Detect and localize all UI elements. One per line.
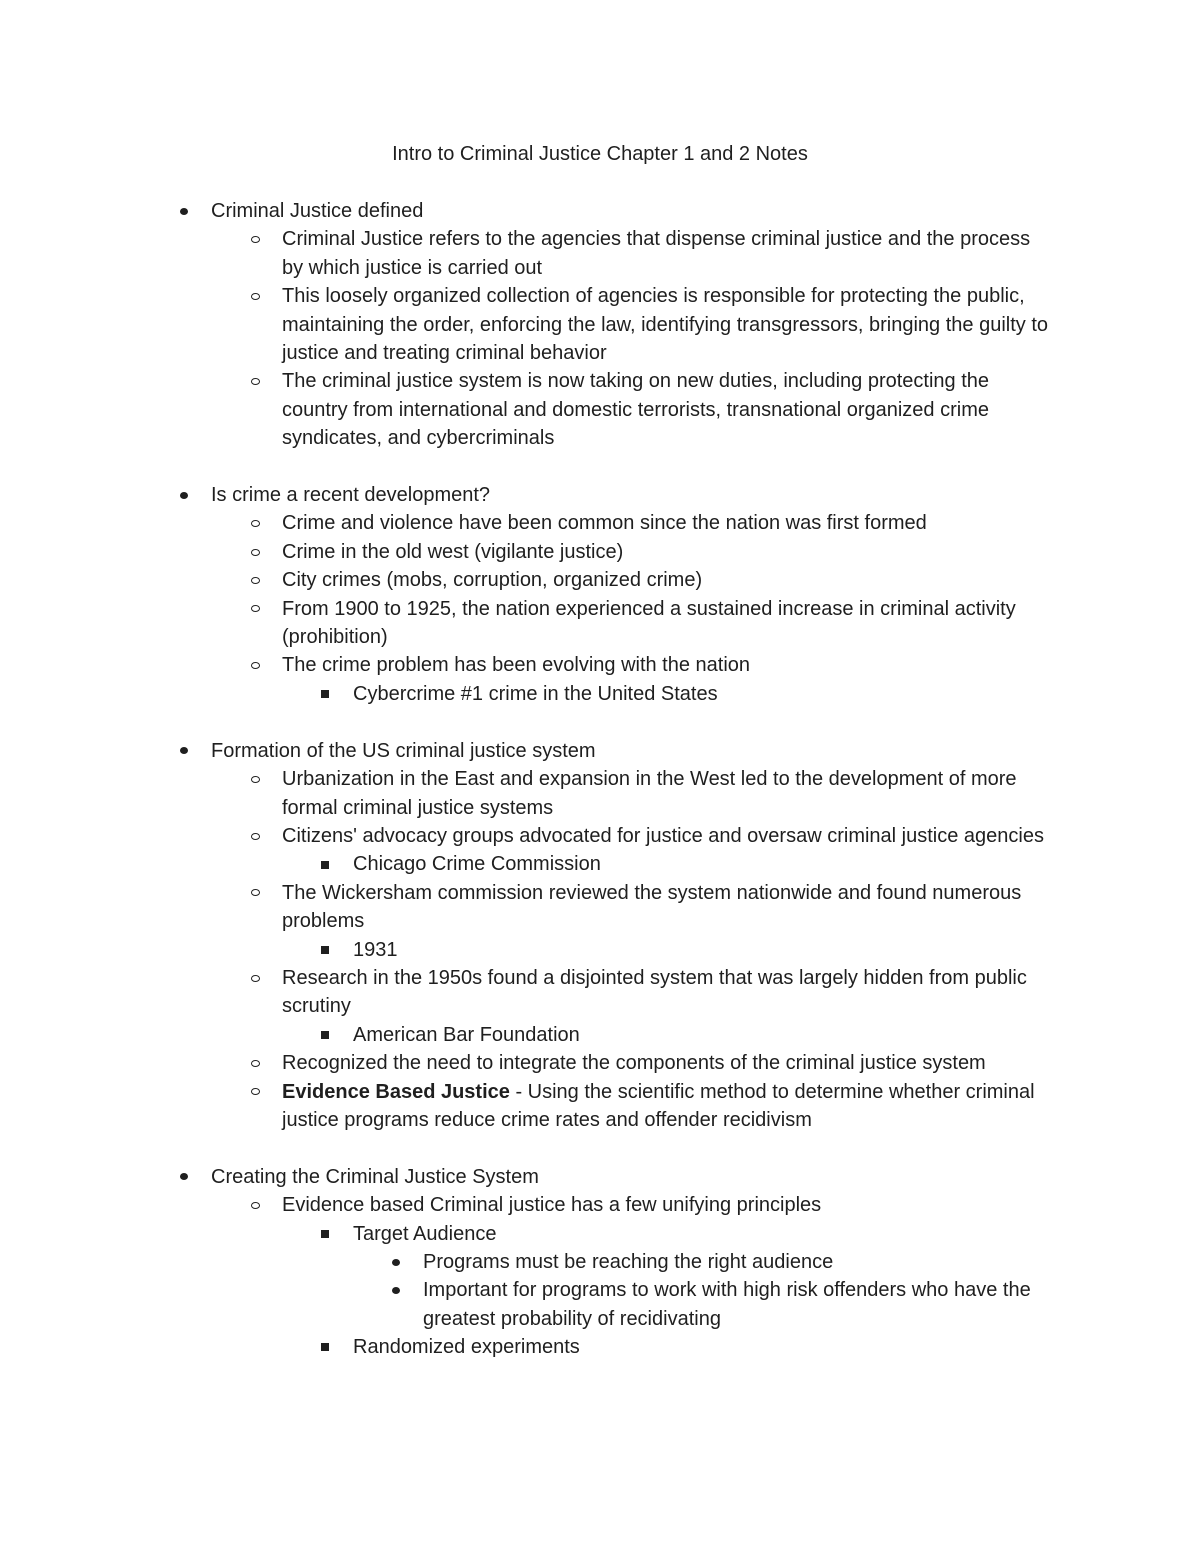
section-heading: Criminal Justice defined: [211, 200, 424, 222]
list-item: [0, 964, 1052, 1021]
list-item: [0, 1333, 1053, 1361]
list-item: [0, 879, 1052, 936]
list-item: [0, 737, 1043, 765]
list-item-text: From 1900 to 1925, the nation experienced a sustained increase in criminal activity (prohibition): [282, 597, 1016, 649]
list-item-text: Research in the 1950s found a disjointed system that was largely hidden from public scrutiny: [282, 966, 1027, 1018]
filled-dot-bullet-icon: [176, 197, 192, 225]
hollow-circle-bullet-icon: [247, 765, 263, 793]
list-item-text: Urbanization in the East and expansion in the West led to the development of more formal criminal justice systems: [282, 768, 1017, 819]
square-bullet-icon: [317, 1021, 333, 1049]
spacer: [0, 453, 1200, 481]
list-item: [0, 1220, 1053, 1248]
hollow-circle-bullet-icon: [247, 651, 263, 679]
list-item: [0, 566, 1052, 594]
spacer: [0, 708, 1200, 736]
hollow-circle-bullet-icon: [247, 566, 263, 594]
filled-dot-bullet-icon: [176, 1163, 192, 1191]
list-item-text: Target Audience: [353, 1222, 497, 1245]
list-item-text: The crime problem has been evolving with the nation: [282, 654, 751, 677]
list-item-text: 1931: [353, 938, 398, 961]
section-heading: Formation of the US criminal justice system: [211, 739, 596, 762]
hollow-circle-bullet-icon: [247, 879, 263, 907]
hollow-circle-bullet-icon: [247, 282, 263, 310]
list-item-text: Programs must be reaching the right audience: [423, 1250, 834, 1273]
list-item: [0, 1248, 1053, 1276]
list-item: [0, 367, 1052, 452]
list-item-text: Recognized the need to integrate the components of the criminal justice system: [282, 1052, 986, 1075]
filled-dot-bullet-icon: [176, 481, 192, 509]
section-heading: Is crime a recent development?: [211, 484, 491, 507]
list-item: [0, 1021, 1053, 1049]
list-item: [0, 651, 1052, 679]
list-item-text: Crime and violence have been common since the nation was first formed: [282, 512, 927, 535]
spacer: [0, 1134, 1200, 1162]
hollow-circle-bullet-icon: [247, 822, 263, 850]
list-item: [0, 822, 1052, 850]
list-item: [0, 538, 1052, 566]
list-item: [0, 850, 1053, 878]
document-title: Intro to Criminal Justice Chapter 1 and 2 Notes: [392, 143, 808, 165]
list-item-text: The Wickersham commission reviewed the system nationwide and found numerous problems: [282, 881, 1022, 933]
list-item: [0, 1049, 1052, 1077]
list-item: [0, 936, 1053, 964]
list-item-text: Evidence based Criminal justice has a few unifying principles: [282, 1194, 822, 1217]
list-item: [0, 680, 1053, 708]
list-item: [0, 282, 1052, 367]
list-item-text: American Bar Foundation: [353, 1023, 580, 1046]
list-item: [0, 765, 1052, 822]
list-item-text: The criminal justice system is now taking on new duties, including protecting the country from international and domestic terrorists, transnational organized crime syndicates, and cybercriminals: [282, 370, 990, 450]
square-bullet-icon: [317, 680, 333, 708]
hollow-circle-bullet-icon: [247, 1049, 263, 1077]
list-item: [0, 509, 1052, 537]
filled-dot-bullet-icon: [176, 737, 192, 765]
list-item: [0, 197, 1043, 225]
hollow-circle-bullet-icon: [247, 1191, 263, 1219]
list-item-text: Important for programs to work with high risk offenders who have the greatest probability of recidivating: [423, 1279, 1031, 1330]
list-item: [0, 1163, 1043, 1191]
list-item: [0, 1276, 1053, 1333]
evidence-based-justice-definition: - Using the scientific method to determine whether criminal justice programs reduce crime rates and offender recidivism: [282, 1080, 1035, 1131]
list-item-text: Cybercrime #1 crime in the United States: [353, 682, 718, 705]
list-item-text: This loosely organized collection of agencies is responsible for protecting the public, maintaining the order, enforcing the law, identifying transgressors, bringing the guilty to justice and treating criminal behavior: [282, 285, 1048, 365]
hollow-circle-bullet-icon: [247, 964, 263, 992]
hollow-circle-bullet-icon: [247, 595, 263, 623]
hollow-circle-bullet-icon: [247, 509, 263, 537]
square-bullet-icon: [317, 1333, 333, 1361]
filled-dot-bullet-icon: [388, 1248, 404, 1276]
evidence-based-justice-term: Evidence Based Justice: [282, 1080, 510, 1103]
list-item-text: Criminal Justice refers to the agencies that dispense criminal justice and the process by which justice is carried out: [282, 228, 1031, 279]
notes-outline: [0, 197, 1200, 1362]
hollow-circle-bullet-icon: [247, 1078, 263, 1106]
list-item-text: Crime in the old west (vigilante justice): [282, 540, 624, 563]
hollow-circle-bullet-icon: [247, 538, 263, 566]
square-bullet-icon: [317, 1220, 333, 1248]
list-item: [0, 595, 1052, 652]
square-bullet-icon: [317, 850, 333, 878]
filled-dot-bullet-icon: [388, 1276, 404, 1304]
list-item-text: City crimes (mobs, corruption, organized crime): [282, 569, 703, 592]
list-item: [0, 225, 1052, 282]
list-item: [0, 481, 1043, 509]
list-item: [0, 1191, 1052, 1219]
square-bullet-icon: [317, 936, 333, 964]
hollow-circle-bullet-icon: [247, 225, 263, 253]
list-item-text: Citizens' advocacy groups advocated for justice and oversaw criminal justice agencies: [282, 824, 1044, 847]
hollow-circle-bullet-icon: [247, 367, 263, 395]
section-heading: Creating the Criminal Justice System: [211, 1165, 539, 1188]
list-item: [0, 1078, 1052, 1135]
list-item-text: Chicago Crime Commission: [353, 853, 601, 876]
list-item-text: Randomized experiments: [353, 1336, 580, 1359]
